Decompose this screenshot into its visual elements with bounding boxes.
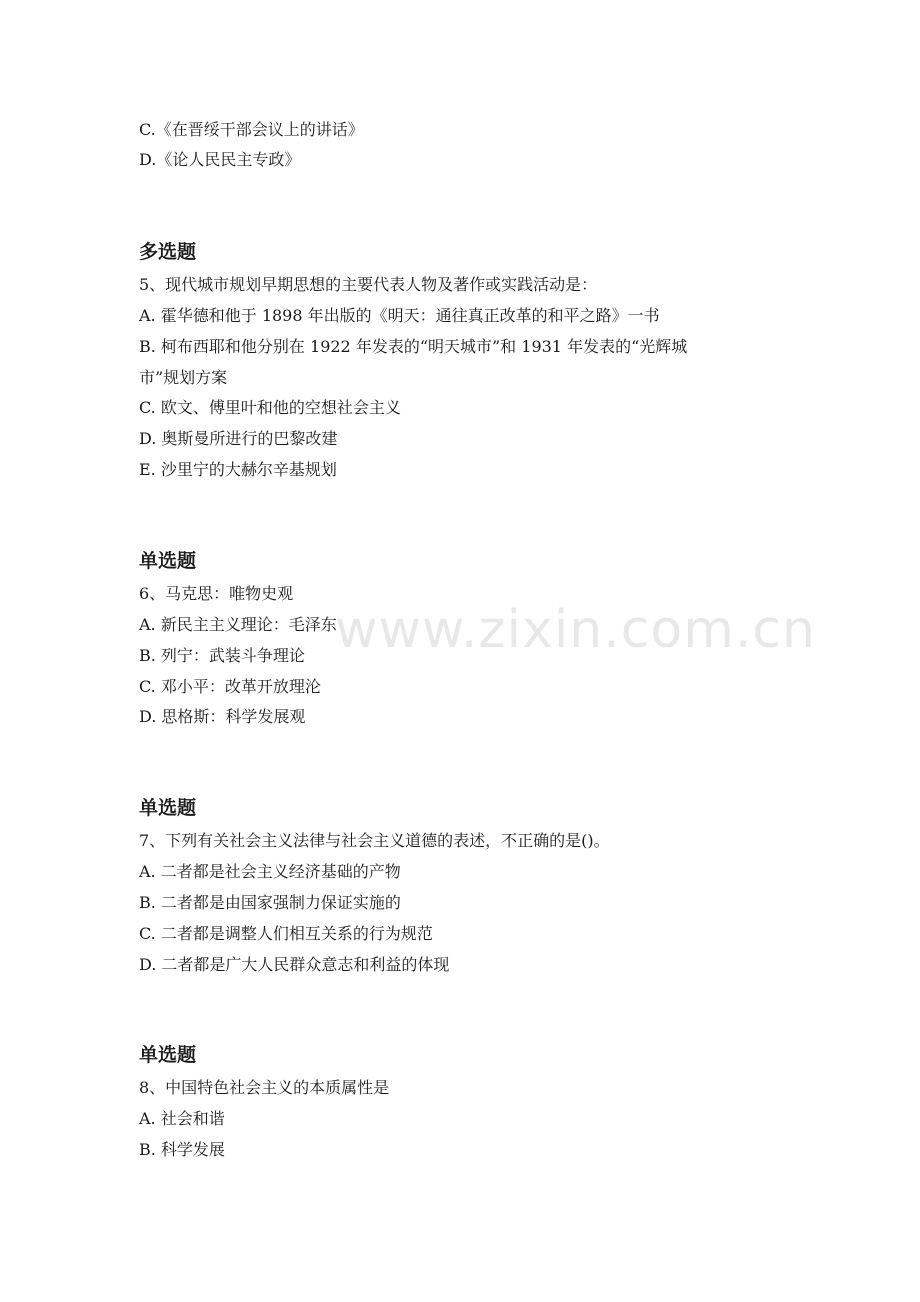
question-4-option-c: C.《在晋绥干部会议上的讲话》 [139,120,364,139]
question-8-stem: 8、中国特色社会主义的本质属性是 [139,1078,390,1097]
question-7-option-a: A. 二者都是社会主义经济基础的产物 [139,862,401,881]
question-7-option-c: C. 二者都是调整人们相互关系的行为规范 [139,924,433,943]
question-5-option-d: D. 奥斯曼所进行的巴黎改建 [139,429,338,448]
question-7-option-d: D. 二者都是广大人民群众意志和利益的体现 [139,955,450,974]
question-6-stem: 6、马克思：唯物史观 [139,584,294,603]
site-watermark: www.zixin.com.cn [335,600,816,660]
question-6-type-heading: 单选题 [139,550,197,572]
question-8-type-heading: 单选题 [139,1044,197,1066]
question-8-option-a: A. 社会和谐 [139,1109,225,1128]
question-4-option-d: D.《论人民民主专政》 [139,150,301,169]
question-5-type-heading: 多选题 [139,241,197,263]
question-6-option-a: A. 新民主主义理论：毛泽东 [139,615,337,634]
question-5-option-e: E. 沙里宁的大赫尔辛基规划 [139,460,337,479]
question-7-stem: 7、下列有关社会主义法律与社会主义道德的表述，不正确的是()。 [139,831,610,850]
question-5-stem: 5、现代城市规划早期思想的主要代表人物及著作或实践活动是： [139,275,598,294]
question-5-option-c: C. 欧文、傅里叶和他的空想社会主义 [139,398,401,417]
question-6-option-c: C. 邓小平：改革开放理沦 [139,677,321,696]
question-7-type-heading: 单选题 [139,797,197,819]
question-6-option-d: D. 思格斯：科学发展观 [139,707,306,726]
question-5-option-a: A. 霍华德和他于 1898 年出版的《明天：通往真正改革的和平之路》一书 [139,306,660,325]
question-5-option-b: B. 柯布西耶和他分别在 1922 年发表的“明天城市”和 1931 年发表的“光辉城 [139,337,688,356]
question-8-option-b: B. 科学发展 [139,1140,225,1159]
question-5-option-b-continued: 市”规划方案 [139,368,228,387]
question-6-option-b: B. 列宁：武装斗争理论 [139,646,305,665]
question-7-option-b: B. 二者都是由国家强制力保证实施的 [139,893,401,912]
